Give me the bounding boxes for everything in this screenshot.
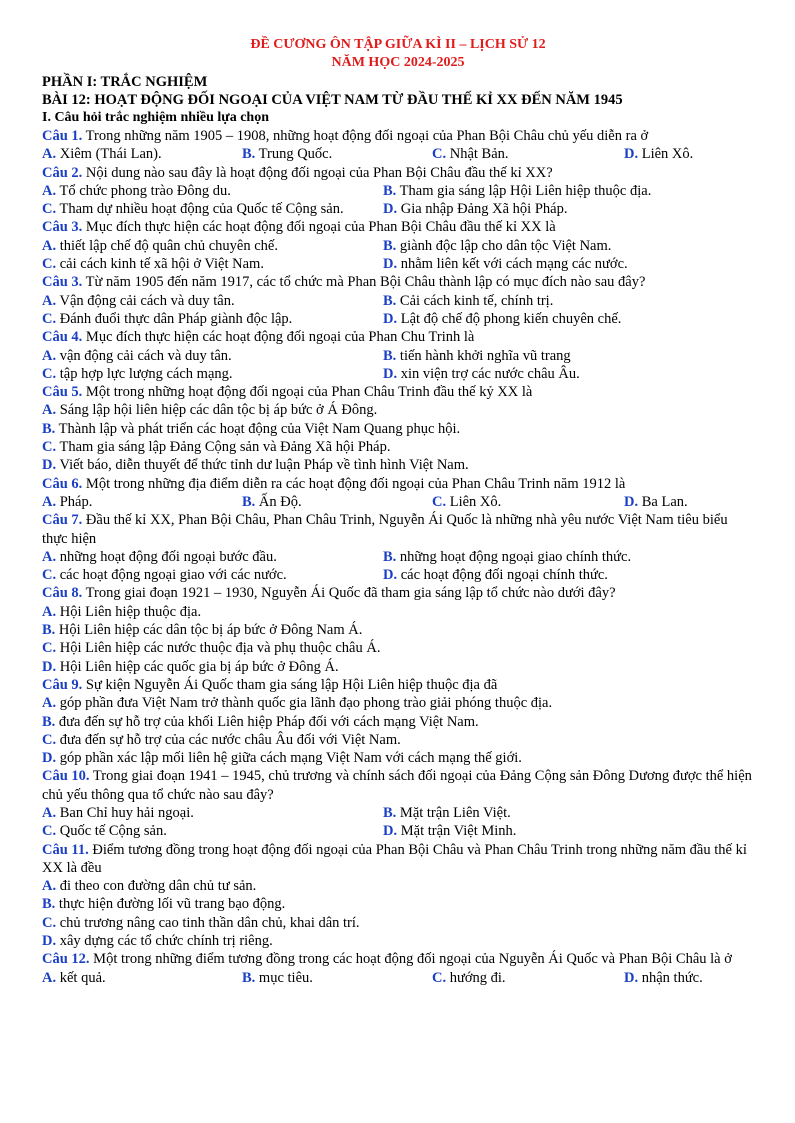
option-text: những hoạt động ngoại giao chính thức.: [396, 548, 632, 565]
option-letter: A.: [42, 182, 57, 199]
option-text: mục tiêu.: [255, 969, 313, 986]
option-text: góp phần xác lập mối liên hệ giữa cách mạng Việt Nam với cách mạng thế giới.: [56, 750, 522, 767]
answer-option: [42, 895, 285, 913]
answer-row: [42, 639, 754, 657]
answer-option: [42, 932, 273, 950]
option-text: Viết báo, diễn thuyết để thức tỉnh dư luận Pháp về tình hình Việt Nam.: [56, 457, 469, 474]
option-text: Trung Quốc.: [255, 146, 333, 163]
option-text: Lật độ chế độ phong kiến chuyên chế.: [397, 310, 622, 327]
question-text: Nội dung nào sau đây là hoạt động đối ngoại của Phan Bội Châu đầu thế kỉ XX?: [82, 164, 553, 181]
option-letter: D.: [383, 365, 398, 382]
option-text: Tham gia sáng lập Đảng Cộng sản và Đảng Xã hội Pháp.: [56, 439, 391, 456]
option-letter: D.: [42, 750, 57, 767]
option-letter: B.: [383, 182, 397, 199]
option-text: Liên Xô.: [638, 146, 694, 163]
option-letter: D.: [624, 969, 639, 986]
answer-option: [383, 292, 743, 310]
answer-option: [432, 493, 624, 511]
option-text: Nhật Bản.: [446, 146, 509, 163]
answer-option: [42, 804, 383, 822]
question-number: Câu 2.: [42, 164, 83, 181]
question-number: Câu 3.: [42, 219, 83, 236]
option-text: Thành lập và phát triển các hoạt động của Việt Nam Quang phục hội.: [55, 420, 461, 437]
option-letter: B.: [383, 548, 397, 565]
question-number: Câu 4.: [42, 329, 83, 346]
question-text: Một trong những điểm tương đồng trong các hoạt động đối ngoại của Nguyễn Ái Quốc và Phan Bội Châu là ở: [89, 951, 732, 968]
answer-row: [42, 804, 754, 822]
option-letter: C.: [42, 823, 57, 840]
answer-option: [383, 822, 743, 840]
question-number: Câu 5.: [42, 384, 83, 401]
option-text: Ban Chỉ huy hải ngoại.: [56, 804, 194, 821]
answer-option: [42, 401, 377, 419]
answer-row: [42, 493, 754, 511]
answer-row: [42, 713, 754, 731]
answer-option: [42, 237, 383, 255]
option-letter: A.: [42, 695, 57, 712]
option-text: Xiêm (Thái Lan).: [56, 146, 162, 163]
answer-option: [42, 456, 469, 474]
question-stem: [42, 273, 754, 291]
answer-option: [383, 566, 743, 584]
option-text: đưa đến sự hỗ trợ của các nước châu Âu đối với Việt Nam.: [56, 731, 401, 748]
option-text: cải cách kinh tế xã hội ở Việt Nam.: [56, 256, 264, 273]
answer-option: [383, 310, 743, 328]
question-stem: [42, 164, 754, 182]
answer-row: [42, 658, 754, 676]
question-stem: [42, 676, 754, 694]
document-title: ĐỀ CƯƠNG ÔN TẬP GIỮA KÌ II – LỊCH SỬ 12: [250, 37, 546, 52]
answer-row: [42, 182, 754, 200]
option-text: hướng đi.: [446, 969, 506, 986]
option-text: Cải cách kinh tế, chính trị.: [396, 292, 554, 309]
option-text: Hội Liên hiệp thuộc địa.: [56, 603, 202, 620]
option-text: xây dựng các tổ chức chính trị riêng.: [56, 933, 273, 950]
option-letter: D.: [42, 457, 57, 474]
answer-option: [242, 969, 432, 987]
answer-row: [42, 877, 754, 895]
question-number: Câu 8.: [42, 585, 83, 602]
answer-option: [42, 493, 242, 511]
answer-row: [42, 731, 754, 749]
question-number: Câu 10.: [42, 768, 90, 785]
answer-option: [42, 365, 383, 383]
question-text: Sự kiện Nguyễn Ái Quốc tham gia sáng lập Hội Liên hiệp thuộc địa đã: [82, 676, 498, 693]
answer-row: [42, 694, 754, 712]
option-text: giành độc lập cho dân tộc Việt Nam.: [396, 237, 612, 254]
question-text: Từ năm 1905 đến năm 1917, các tổ chức mà Phan Bội Châu thành lập có mục đích nào sau đây?: [82, 274, 646, 291]
option-letter: D.: [42, 933, 57, 950]
question-stem: [42, 383, 754, 401]
option-text: Ba Lan.: [638, 493, 688, 510]
question-text: Đầu thế kỉ XX, Phan Bội Châu, Phan Châu Trinh, Nguyễn Ái Quốc là những nhà yêu nước Việt Nam tiêu biểu thực hiện: [42, 512, 728, 547]
question-stem: [42, 584, 754, 602]
answer-row: [42, 932, 754, 950]
answer-row: [42, 347, 754, 365]
answer-option: [42, 255, 383, 273]
question-stem: [42, 127, 754, 145]
option-letter: D.: [383, 310, 398, 327]
option-text: thực hiện đường lối vũ trang bạo động.: [55, 896, 286, 913]
option-text: Quốc tế Cộng sản.: [56, 823, 167, 840]
question-number: Câu 7.: [42, 512, 83, 529]
option-text: kết quả.: [56, 969, 106, 986]
option-text: Tham dự nhiều hoạt động của Quốc tế Cộng sản.: [56, 201, 344, 218]
question-stem: [42, 767, 754, 804]
answer-option: [42, 420, 460, 438]
question-text: Một trong những hoạt động đối ngoại của Phan Châu Trinh đầu thế kỷ XX là: [82, 384, 533, 401]
answer-row: [42, 310, 754, 328]
option-letter: B.: [383, 347, 397, 364]
answer-row: [42, 621, 754, 639]
document-page: [42, 36, 754, 987]
option-letter: C.: [42, 310, 57, 327]
option-text: các hoạt động đối ngoại chính thức.: [397, 567, 608, 584]
answer-row: [42, 200, 754, 218]
option-letter: B.: [383, 804, 397, 821]
question-number: Câu 1.: [42, 128, 83, 144]
section-heading: I. Câu hỏi trắc nghiệm nhiều lựa chọn: [42, 110, 269, 125]
answer-option: [42, 658, 339, 676]
option-letter: C.: [42, 567, 57, 584]
answer-option: [624, 145, 693, 163]
option-letter: B.: [42, 713, 56, 730]
option-letter: D.: [383, 567, 398, 584]
option-text: nhận thức.: [638, 969, 703, 986]
option-text: Hội Liên hiệp các dân tộc bị áp bức ở Đông Nam Á.: [55, 622, 363, 639]
answer-option: [432, 145, 624, 163]
question-number: Câu 11.: [42, 841, 89, 858]
option-text: Tham gia sáng lập Hội Liên hiệp thuộc địa.: [396, 182, 652, 199]
option-text: Tổ chức phong trào Đông du.: [56, 182, 231, 199]
answer-option: [624, 969, 703, 987]
option-text: góp phần đưa Việt Nam trở thành quốc gia lãnh đạo phong trào giải phóng thuộc địa.: [56, 695, 553, 712]
part-heading: PHẦN I: TRẮC NGHIỆM: [42, 74, 208, 90]
answer-option: [383, 255, 743, 273]
answer-option: [42, 347, 383, 365]
answer-option: [242, 145, 432, 163]
answer-option: [42, 969, 242, 987]
answer-option: [42, 200, 383, 218]
answer-row: [42, 145, 754, 163]
question-number: Câu 12.: [42, 951, 90, 968]
question-text: Trong giai đoạn 1921 – 1930, Nguyễn Ái Quốc đã tham gia sáng lập tổ chức nào dưới đây?: [82, 585, 616, 602]
option-text: Hội Liên hiệp các quốc gia bị áp bức ở Đông Á.: [56, 658, 339, 675]
answer-row: [42, 914, 754, 932]
option-letter: A.: [42, 878, 57, 895]
option-letter: A.: [42, 402, 57, 419]
answer-option: [42, 603, 201, 621]
answer-option: [42, 914, 360, 932]
question-number: Câu 3.: [42, 274, 83, 291]
option-text: thiết lập chế độ quân chủ chuyên chế.: [56, 237, 278, 254]
question-text: Một trong những địa điểm diễn ra các hoạt động đối ngoại của Phan Châu Trinh năm 1912 là: [82, 475, 626, 492]
question-text: Trong giai đoạn 1941 – 1945, chủ trương và chính sách đối ngoại của Đảng Cộng sản Đông Dương được thể hiện chủ yếu thông qua tổ chức nào sau đây?: [42, 768, 752, 803]
question-stem: [42, 511, 754, 548]
option-letter: B.: [242, 969, 256, 986]
answer-row: [42, 420, 754, 438]
answer-option: [42, 310, 383, 328]
answer-option: [432, 969, 624, 987]
answer-option: [42, 713, 479, 731]
answer-option: [42, 877, 256, 895]
option-letter: C.: [432, 969, 447, 986]
answer-row: [42, 365, 754, 383]
option-letter: A.: [42, 237, 57, 254]
answer-option: [383, 347, 743, 365]
question-stem: [42, 218, 754, 236]
question-text: Mục đích thực hiện các hoạt động đối ngoại của Phan Chu Trinh là: [82, 329, 475, 346]
option-letter: A.: [42, 292, 57, 309]
option-letter: A.: [42, 548, 57, 565]
question-stem: [42, 841, 754, 878]
answer-option: [383, 365, 743, 383]
option-text: Liên Xô.: [446, 493, 502, 510]
answer-option: [42, 694, 552, 712]
option-letter: C.: [42, 201, 57, 218]
answer-option: [383, 804, 743, 822]
answer-option: [42, 548, 383, 566]
question-stem: [42, 950, 754, 968]
option-letter: B.: [42, 622, 56, 639]
option-letter: A.: [42, 493, 57, 510]
answer-option: [42, 292, 383, 310]
option-text: Vận động cải cách và duy tân.: [56, 292, 235, 309]
answer-option: [42, 749, 522, 767]
option-text: Sáng lập hội liên hiệp các dân tộc bị áp bức ở Á Đông.: [56, 402, 378, 419]
option-text: chủ trương nâng cao tinh thần dân chủ, khai dân trí.: [56, 914, 360, 931]
answer-option: [42, 438, 391, 456]
answer-row: [42, 822, 754, 840]
option-letter: A.: [42, 347, 57, 364]
option-letter: C.: [42, 640, 57, 657]
answer-row: [42, 292, 754, 310]
option-letter: A.: [42, 603, 57, 620]
option-letter: B.: [42, 896, 56, 913]
answer-option: [42, 566, 383, 584]
answer-row: [42, 456, 754, 474]
answer-option: [383, 548, 743, 566]
option-text: đưa đến sự hỗ trợ của khối Liên hiệp Pháp đối với cách mạng Việt Nam.: [55, 713, 479, 730]
option-letter: C.: [42, 439, 57, 456]
answer-row: [42, 237, 754, 255]
option-text: xin viện trợ các nước châu Âu.: [397, 365, 580, 382]
option-text: Mặt trận Liên Việt.: [396, 804, 511, 821]
answer-option: [383, 237, 743, 255]
answer-option: [42, 639, 380, 657]
answer-row: [42, 255, 754, 273]
option-letter: C.: [42, 914, 57, 931]
answer-option: [383, 200, 743, 218]
option-letter: B.: [383, 237, 397, 254]
option-text: Ấn Độ.: [255, 493, 302, 510]
question-list: [42, 127, 754, 987]
answer-row: [42, 548, 754, 566]
option-text: tập hợp lực lượng cách mạng.: [56, 365, 233, 382]
option-letter: C.: [42, 731, 57, 748]
answer-option: [42, 621, 362, 639]
option-text: vận động cải cách và duy tân.: [56, 347, 232, 364]
question-text: Trong những năm 1905 – 1908, những hoạt động đối ngoại của Phan Bội Châu chủ yếu diễn ra ở: [82, 128, 649, 144]
option-text: Đánh đuổi thực dân Pháp giành độc lập.: [56, 310, 293, 327]
option-letter: D.: [624, 493, 639, 510]
option-text: tiến hành khởi nghĩa vũ trang: [396, 347, 571, 364]
option-letter: B.: [242, 146, 256, 163]
option-letter: A.: [42, 804, 57, 821]
option-letter: D.: [383, 201, 398, 218]
option-text: các hoạt động ngoại giao với các nước.: [56, 567, 287, 584]
answer-option: [242, 493, 432, 511]
answer-option: [42, 145, 242, 163]
question-number: Câu 9.: [42, 676, 83, 693]
option-letter: D.: [383, 823, 398, 840]
option-letter: B.: [383, 292, 397, 309]
question-stem: [42, 328, 754, 346]
answer-option: [383, 182, 743, 200]
answer-row: [42, 969, 754, 987]
school-year: NĂM HỌC 2024-2025: [331, 55, 465, 70]
answer-row: [42, 438, 754, 456]
answer-option: [42, 822, 383, 840]
question-number: Câu 6.: [42, 475, 83, 492]
option-letter: D.: [42, 658, 57, 675]
answer-option: [624, 493, 688, 511]
lesson-heading: BÀI 12: HOẠT ĐỘNG ĐỐI NGOẠI CỦA VIỆT NAM TỪ ĐẦU THẾ KỈ XX ĐẾN NĂM 1945: [42, 92, 623, 108]
option-text: Pháp.: [56, 493, 93, 510]
option-letter: B.: [42, 420, 56, 437]
option-letter: C.: [432, 146, 447, 163]
option-letter: A.: [42, 146, 57, 163]
answer-row: [42, 566, 754, 584]
option-letter: C.: [42, 365, 57, 382]
option-letter: A.: [42, 969, 57, 986]
option-letter: D.: [383, 256, 398, 273]
option-text: những hoạt động đối ngoại bước đầu.: [56, 548, 277, 565]
question-text: Mục đích thực hiện các hoạt động đối ngoại của Phan Bội Châu đầu thế kỉ XX là: [82, 219, 556, 236]
option-text: Mặt trận Việt Minh.: [397, 823, 517, 840]
option-text: Gia nhập Đảng Xã hội Pháp.: [397, 201, 568, 218]
option-letter: D.: [624, 146, 639, 163]
option-text: Hội Liên hiệp các nước thuộc địa và phụ thuộc châu Á.: [56, 640, 381, 657]
option-text: nhằm liên kết với cách mạng các nước.: [397, 256, 628, 273]
answer-row: [42, 603, 754, 621]
question-text: Điểm tương đồng trong hoạt động đối ngoại của Phan Bội Châu và Phan Châu Trinh trong những năm đầu thế kỉ XX là đều: [42, 841, 747, 876]
option-text: đi theo con đường dân chủ tư sản.: [56, 878, 257, 895]
answer-option: [42, 731, 401, 749]
option-letter: C.: [42, 256, 57, 273]
answer-row: [42, 401, 754, 419]
option-letter: B.: [242, 493, 256, 510]
option-letter: C.: [432, 493, 447, 510]
question-stem: [42, 475, 754, 493]
answer-row: [42, 749, 754, 767]
answer-option: [42, 182, 383, 200]
answer-row: [42, 895, 754, 913]
